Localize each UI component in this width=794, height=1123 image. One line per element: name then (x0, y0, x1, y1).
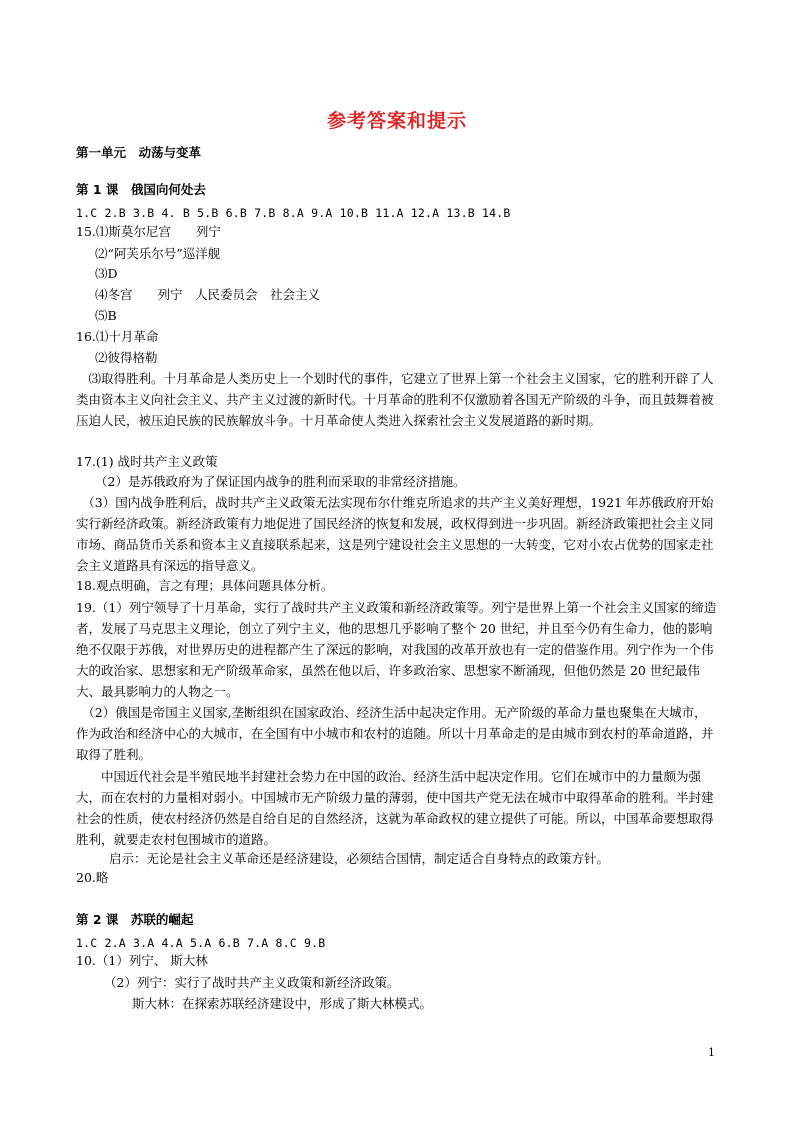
q19-2: （2）俄国是帝国主义国家,垄断组织在国家政治、经济生活中起决定作用。无产阶级的革命力量也聚集在大城市，作为政治和经济中心的大城市，在全国有中小城市和农村的追随。所以十月革命走的是由城市到农村的革命道路，并取得了胜利。 (76, 705, 714, 762)
q15-3: ⑶D (95, 266, 118, 281)
lesson2-mc-answers: 1.C 2.A 3.A 4.A 5.A 6.B 7.A 8.C 9.B (76, 936, 326, 950)
q17-2: （2）是苏俄政府为了保证国内战争的胜利而采取的非常经济措施。 (95, 474, 466, 489)
q10-1: 10.（1）列宁、 斯大林 (76, 953, 208, 968)
q15-2: ⑵“阿芙乐尔号”巡洋舰 (95, 246, 221, 261)
q15-1: 15.⑴斯莫尔尼宫 列宁 (76, 224, 221, 239)
q19-1: 19.（1）列宁领导了十月革命，实行了战时共产主义政策和新经济政策等。列宁是世界上第一个社会主义国家的缔造者，发展了马克思主义理论，创立了列宁主义，他的思想几乎影响了整个 20 世纪，并且至今仍有生命力，他的影响绝不仅限于苏俄，对世界历史的进程都产生了深远的影响，对我国的改革开放也有一定的借鉴作用。列宁作为一个伟大的政治家、思想家和无产阶级革命家，虽然在他以后，许多政治家、思想家不断涌现，但他仍然是 20 世纪最伟大、最具影响力的人物之一。 (76, 600, 717, 699)
q16-1: 16.⑴十月革命 (76, 329, 159, 344)
q17-1: 17.(1) 战时共产主义政策 (76, 454, 218, 469)
q10-2: （2）列宁：实行了战时共产主义政策和新经济政策。 (104, 975, 400, 990)
q19-3: 中国近代社会是半殖民地半封建社会势力在中国的政治、经济生活中起决定作用。它们在城市中的力量颇为强大，而在农村的力量相对弱小。中国城市无产阶级力量的薄弱，使中国共产党无法在城市中取得革命的胜利。半封建社会的性质，使农村经济仍然是自给自足的自然经济，这就为革命政权的建立提供了可能。所以，中国革命要想取得胜利，就要走农村包围城市的道路。 (76, 769, 714, 847)
lesson2-heading: 第 2 课 苏联的崛起 (76, 912, 194, 927)
q18: 18.观点明确，言之有理；具体问题具体分析。 (76, 578, 334, 593)
q19-4: 启示：无论是社会主义革命还是经济建设，必须结合国情，制定适合自身特点的政策方针。 (109, 851, 610, 866)
q10-3: 斯大林：在探索苏联经济建设中，形成了斯大林模式。 (132, 996, 433, 1011)
lesson1-mc-answers: 1.C 2.B 3.B 4. B 5.B 6.B 7.B 8.A 9.A 10.B 11.A 12.A 13.B 14.B (76, 206, 511, 220)
q20: 20.略 (76, 870, 109, 885)
q16-3: ⑶取得胜利。十月革命是人类历史上一个划时代的事件，它建立了世界上第一个社会主义国家，它的胜利开辟了人类由资本主义向社会主义、共产主义过渡的新时代。十月革命的胜利不仅激励着各国无产阶级的斗争，而且鼓舞着被压迫人民，被压迫民族的民族解放斗争。十月革命使人类进入探索社会主义发展道路的新时期。 (76, 371, 714, 428)
q15-5: ⑸B (95, 308, 117, 323)
page-number: 1 (708, 1046, 715, 1059)
lesson1-heading: 第 1 课 俄国向何处去 (76, 182, 206, 197)
page-title: 参考答案和提示 (326, 110, 467, 132)
unit-heading: 第一单元 动荡与变革 (76, 145, 202, 160)
q16-2: ⑵彼得格勒 (95, 350, 158, 365)
q17-3: （3）国内战争胜利后，战时共产主义政策无法实现布尔什维克所追求的共产主义美好理想，1921 年苏俄政府开始实行新经济政策。新经济政策有力地促进了国民经济的恢复和发展，政权得到进一步巩固。新经济政策把社会主义同市场、商品货币关系和资本主义直接联系起来，这是列宁建设社会主义思想的一大转变，它对小农占优势的国家走社会主义道路具有深远的指导意义。 (76, 495, 714, 573)
q15-4: ⑷冬宫 列宁 人民委员会 社会主义 (95, 287, 321, 302)
